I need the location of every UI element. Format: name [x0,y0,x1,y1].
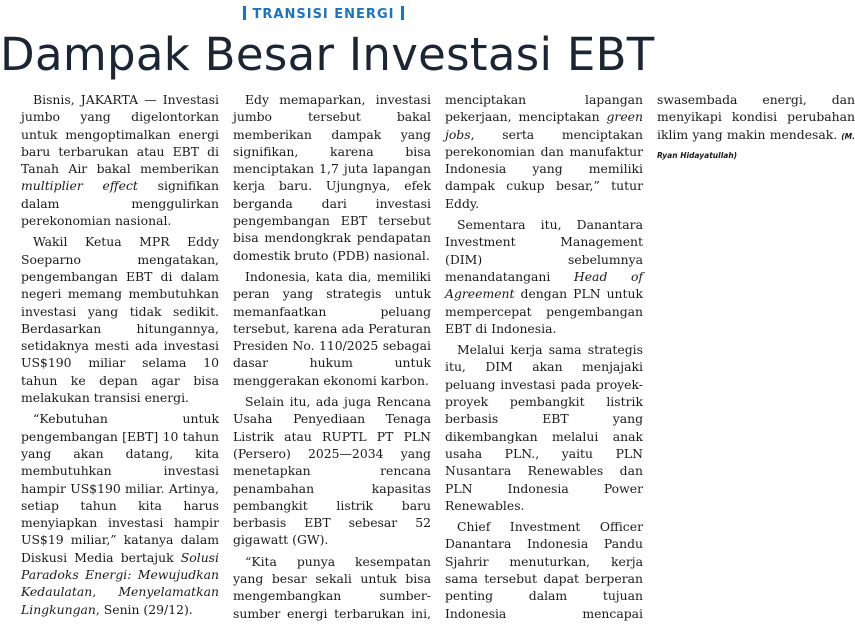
paragraph-text: dengan PLN untuk mempercepat pengembangan EBT di Indonesia. [445,286,643,336]
article-paragraph [233,91,431,264]
section-rubric [0,6,647,22]
paragraph-text: Indonesia, kata dia, memiliki peran yang strategis untuk memanfaatkan peluang tersebut, karena ada Peraturan Presiden No. 110/2025 sebagai dasar hukum untuk menggerakan ekonomi karbon. [233,268,431,388]
article-paragraph [21,410,219,618]
italic-term: Solusi Paradoks Energi: Mewujudkan Kedaulatan, Menyelamatkan Lingkungan [21,549,219,617]
paragraph-text: Selain itu, ada juga Rencana Usaha Penyediaan Tenaga Listrik atau RUPTL PT PLN (Persero) 2025—2034 yang menetapkan rencana penambahan kapasitas pembangkit listrik baru berbasis EBT sebesar 52 gigawatt (GW). [233,394,431,548]
paragraph-text: “Kita punya kesempatan yang besar sekali untuk bisa mengembangkan sumber-sumber energi terbarukan ini, menciptakan lapangan pekerjaan, menciptakan [233,92,643,621]
paragraph-text: Bisnis, JAKARTA — Investasi jumbo yang digelontorkan untuk mengoptimalkan energi baru terbarukan atau EBT di Tanah Air bakal memberikan [21,92,219,177]
byline: (M. Ryan Hidayatullah) [657,131,855,160]
rubric-label: TRANSISI ENERGI [252,7,395,22]
rubric-left-bar [243,6,246,20]
paragraph-text: , Senin (29/12). [95,601,193,617]
article-paragraph [233,393,431,549]
paragraph-text: Chief Investment Officer Danantara Indonesia Pandu Sjahrir menuturkan, kerja sama tersebut dapat berperan penting dalam tujuan Indonesia mencapai swasembada energi, dan menyikapi kondisi perubahan iklim yang makin mendesak. [445,92,855,621]
italic-term: green jobs [445,109,643,142]
article-body [21,91,855,639]
italic-term: Head of Agreement [445,268,643,302]
paragraph-text: Sementara itu, Danantara Investment Management (DIM) sebelumnya menandatangani [445,217,643,284]
paragraph-text: “Kebutuhan untuk pengembangan [EBT] 10 tahun yang akan datang, kita membutuhkan investasi hampir US$190 miliar. Artinya, setiap tahun kita harus menyiapkan investasi hampir US$19 miliar,” katanya dalam Diskusi Media bertajuk [21,411,219,565]
paragraph-text: Melalui kerja sama strategis itu, DIM akan menjajaki peluang investasi pada proyek-proyek pembangkit listrik berbasis EBT yang dikembangkan melalui anak usaha PLN., yaitu PLN Nusantara Renewables dan PLN Indonesia Power Renewables. [445,342,643,513]
paragraph-text: Wakil Ketua MPR Eddy Soeparno mengatakan, pengembangan EBT di dalam negeri memang membutuhkan investasi yang tidak sedikit. Berdasarkan hitungannya, setidaknya mesti ada investasi US$190 miliar selama 10 tahun ke depan agar bisa melakukan transisi energi. [21,234,219,406]
headline: Dampak Besar Investasi EBT [0,28,655,81]
article-paragraph [21,233,219,406]
rubric-right-bar [401,6,404,20]
article-paragraph [21,91,219,229]
article-paragraph [233,268,431,389]
article-paragraph [445,216,643,337]
article-paragraph [445,341,643,514]
paragraph-text: , serta menciptakan perekonomian dan manufaktur Indonesia yang memiliki dampak cukup besar,” tutur Eddy. [445,126,643,211]
italic-term: multiplier effect [21,178,138,194]
paragraph-text: signifikan dalam menggulirkan perekonomian nasional. [21,178,219,229]
paragraph-text: Edy memaparkan, investasi jumbo tersebut bakal memberikan dampak yang signifikan, karena bisa menciptakan 1,7 juta lapangan kerja baru. Ujungnya, efek berganda dari investasi pengembangan EBT tersebut bisa mendongkrak pendapatan domestik bruto (PDB) nasional. [233,92,431,263]
